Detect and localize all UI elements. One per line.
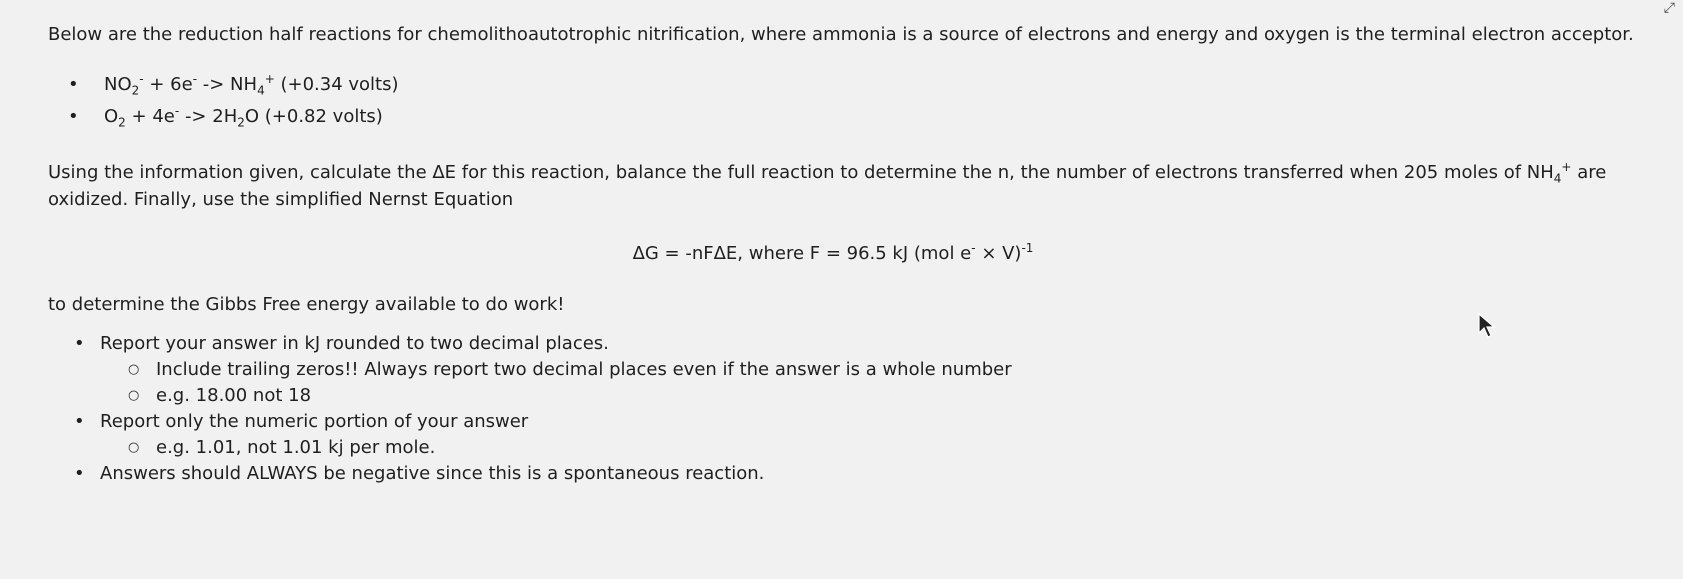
nernst-equation: ΔG = -nFΔE, where F = 96.5 kJ (mol e- × V)$^{-1}$ [632,241,1034,264]
mouse-pointer-icon [1478,313,1496,339]
half-reaction-2: • $O_2 + 4e^- -> 2H_2O$ (+0.82 volts) [48,101,1648,133]
rule-1b: ○ e.g. 18.00 not 18 [48,383,1648,409]
rule-1a: ○ Include trailing zeros!! Always report two decimal places even if the answer is a whole number [48,357,1648,383]
instructions-paragraph: Using the information given, calculate the ΔE for this reaction, balance the full reaction to determine the n, the number of electrons transferred when 205 moles of $NH_4^+$ are oxidized. Finally, use the simplified Nernst Equation [48,160,1607,210]
expand-icon[interactable]: ⤢ [1663,0,1675,16]
answer-rules-list [48,331,1648,487]
rule-1: • Report your answer in kJ rounded to two decimal places. ○ Include trailing zeros!! Always report two decimal places even if the answer is a whole number ○ e.g. 18.00 not 18 [48,331,1648,409]
gibbs-sentence: to determine the Gibbs Free energy available to do work! [48,294,565,315]
intro-paragraph: Below are the reduction half reactions for chemolithoautotrophic nitrification, where ammonia is a source of electrons and energy and oxygen is the terminal electron acceptor. [48,24,1634,45]
question-content [48,22,1648,487]
half-reaction-list [48,69,1648,133]
rule-2: • Report only the numeric portion of your answer ○ e.g. 1.01, not 1.01 kj per mole. [48,409,1648,461]
half-reaction-1: • $NO_2^- + 6e^- -> NH_4^+$ (+0.34 volts) [48,69,1648,101]
rule-2a: ○ e.g. 1.01, not 1.01 kj per mole. [48,435,1648,461]
rule-3: • Answers should ALWAYS be negative since this is a spontaneous reaction. [48,461,1648,487]
